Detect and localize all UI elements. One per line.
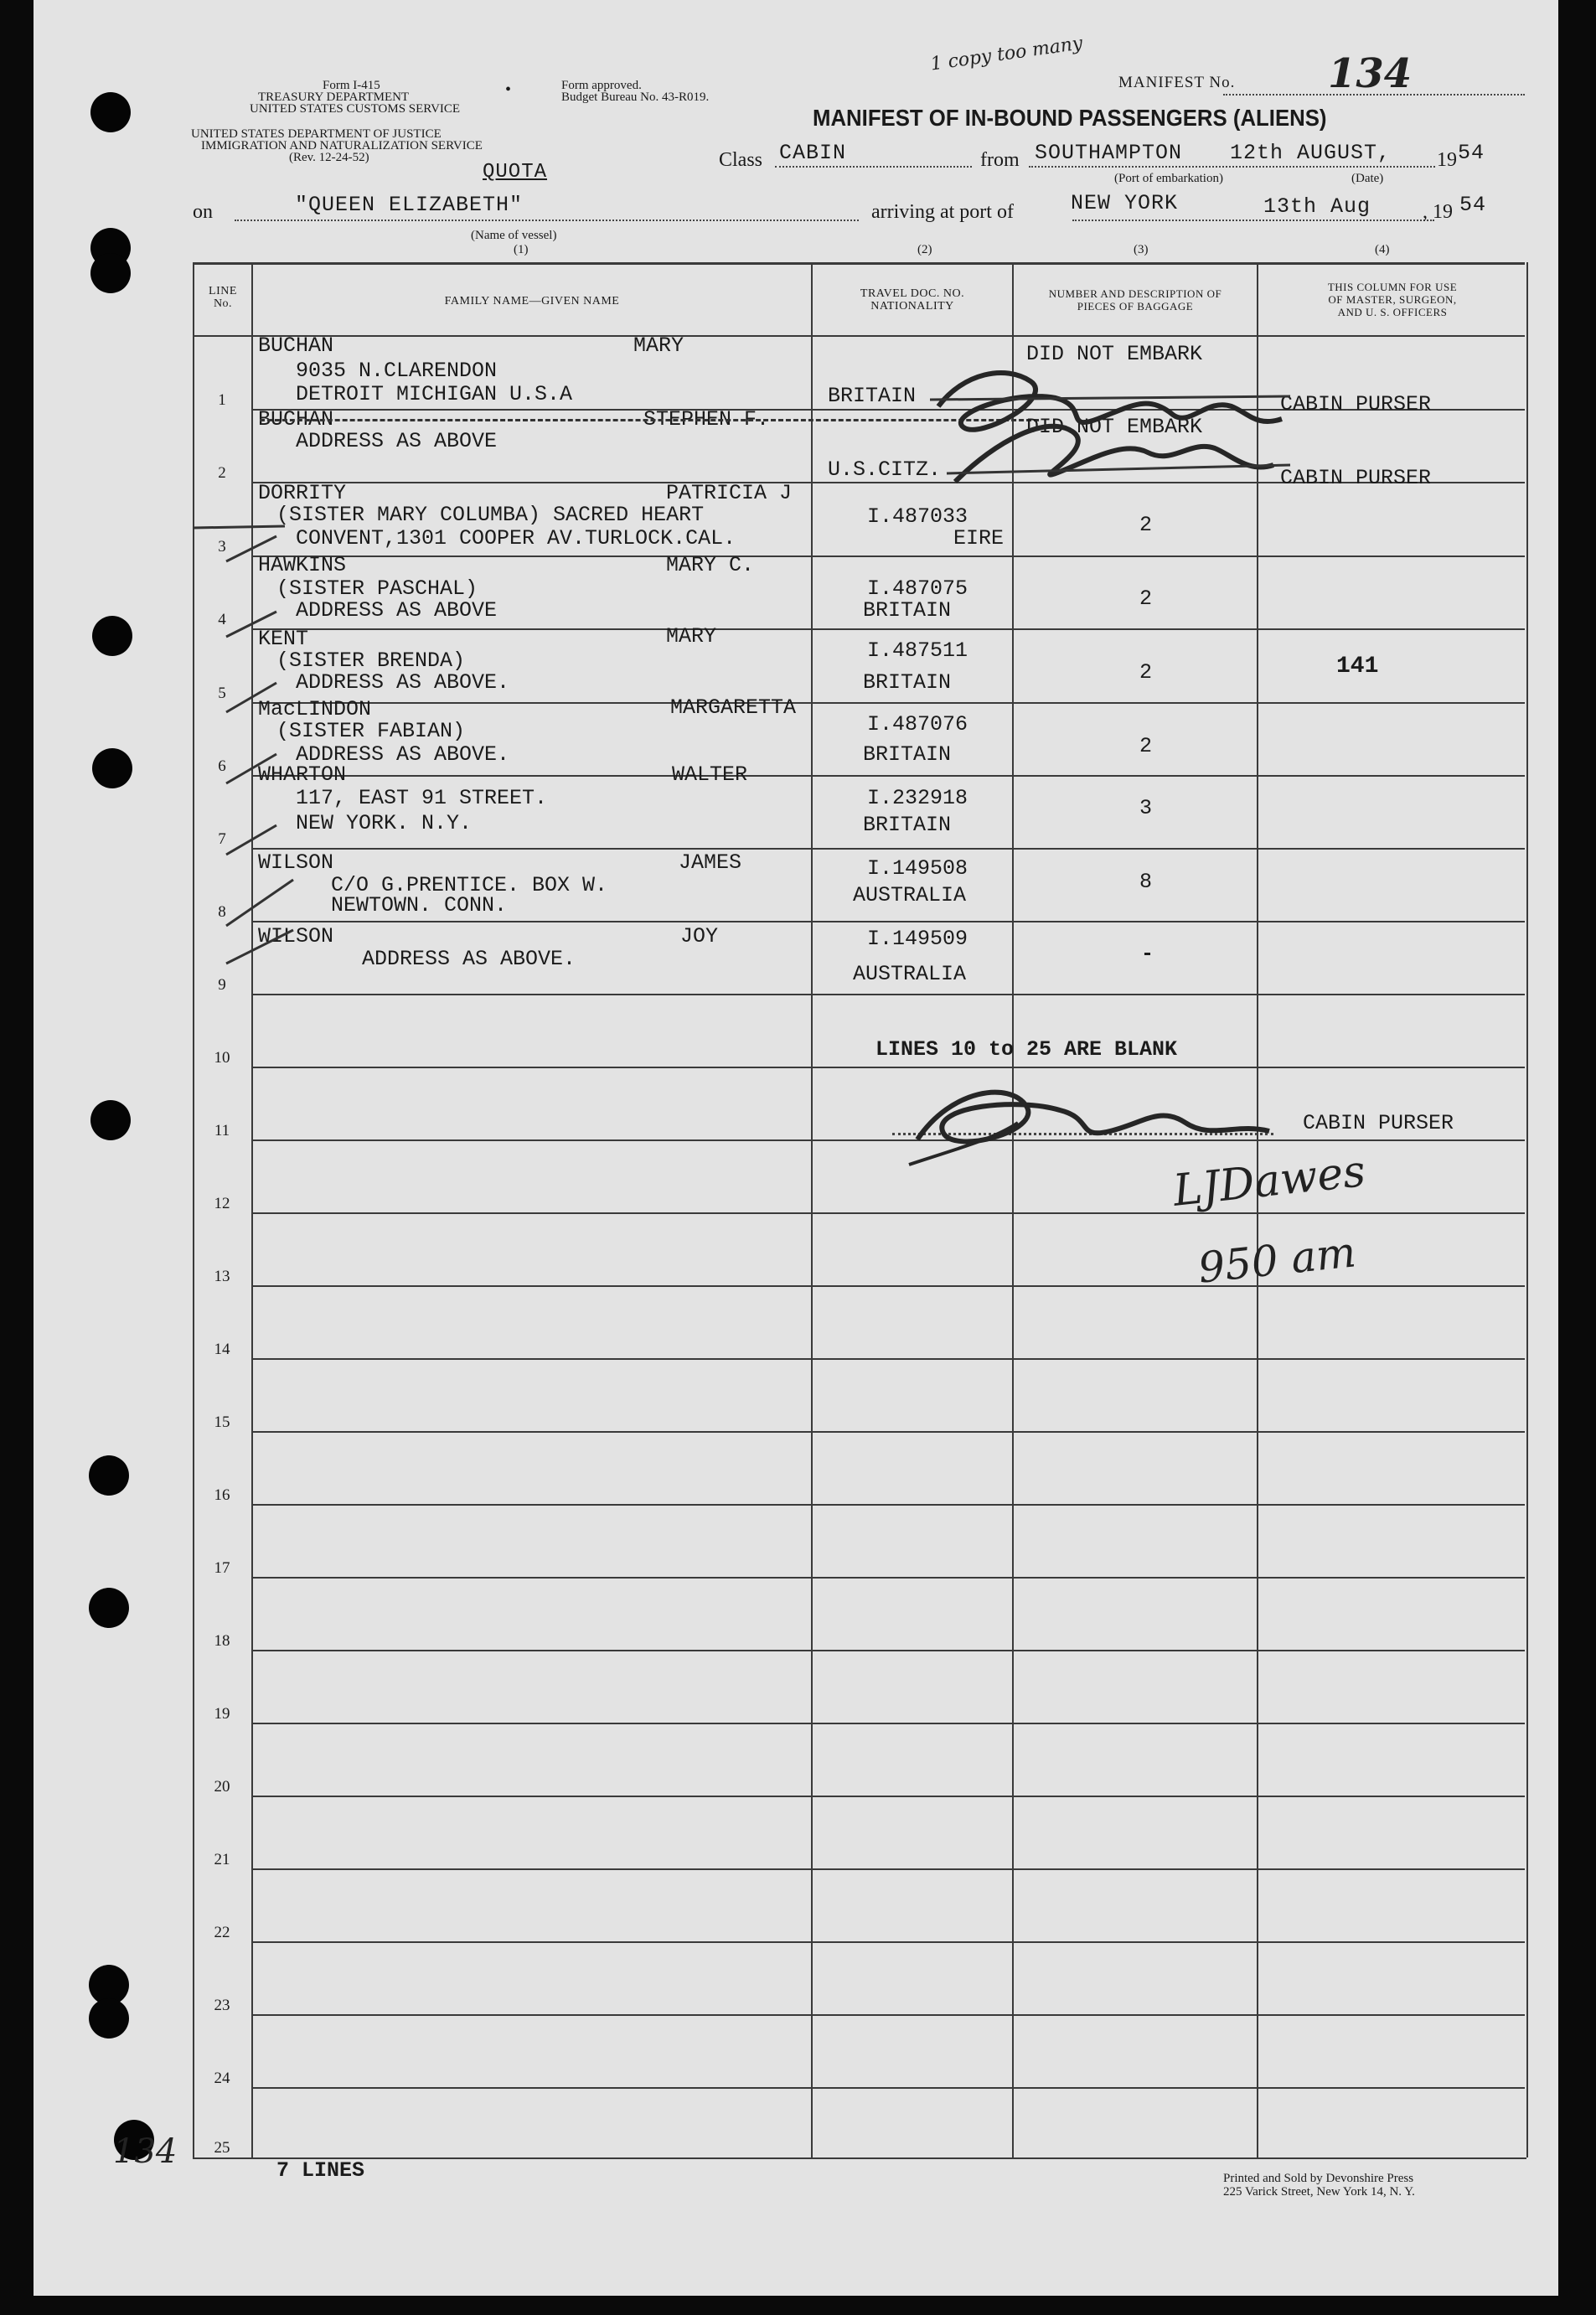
entry-6-given-name: MARGARETTA: [670, 695, 797, 720]
entry-6-family-name: MacLINDON: [258, 697, 372, 721]
port-embark-caption: (Port of embarkation): [1114, 172, 1223, 185]
total-lines: 7 LINES: [276, 2158, 365, 2183]
entry-4-given-name: MARY C.: [666, 553, 755, 577]
header-officers: THIS COLUMN FOR USE OF MASTER, SURGEON, AND U. S. OFFICERS: [1327, 281, 1458, 318]
date-caption: (Date): [1351, 172, 1384, 185]
entry-4-nationality: BRITAIN: [863, 598, 952, 623]
entry-4-address-1: (SISTER PASCHAL): [276, 576, 478, 601]
year-value: 54: [1458, 141, 1485, 165]
entry-5-doc-no: I.487511: [867, 638, 968, 663]
entry-1-address-1: 9035 N.CLARENDON: [296, 359, 498, 383]
class-line: [775, 166, 972, 168]
entry-3-address-2: CONVENT,1301 COOPER AV.TURLOCK.CAL.: [296, 526, 736, 550]
header-travel-doc: TRAVEL DOC. NO. NATIONALITY: [860, 287, 965, 313]
justice-dept: UNITED STATES DEPARTMENT OF JUSTICE: [191, 127, 442, 141]
entry-2-given-name: STEPHEN F.: [643, 407, 770, 431]
binder-hole: [89, 1588, 129, 1628]
entry-8-baggage: 8: [1139, 870, 1153, 894]
entry-6-nationality: BRITAIN: [863, 742, 952, 767]
entry-3-baggage: 2: [1139, 513, 1153, 537]
entry-9-address: ADDRESS AS ABOVE.: [362, 947, 576, 971]
entry-2-baggage: DID NOT EMBARK: [1026, 415, 1203, 439]
header-baggage: NUMBER AND DESCRIPTION OF PIECES OF BAGGAGE: [1048, 287, 1222, 313]
vessel-name: "QUEEN ELIZABETH": [295, 193, 524, 217]
line-number: 21: [214, 1851, 230, 1868]
line-number: 4: [218, 611, 226, 628]
vessel-line: [235, 220, 859, 221]
entry-5-baggage: 2: [1139, 660, 1153, 685]
binder-hole: [89, 1998, 129, 2039]
line-number: 1: [218, 391, 226, 409]
from-label: from: [980, 149, 1020, 171]
customs-service: UNITED STATES CUSTOMS SERVICE: [250, 102, 461, 116]
line-number: 10: [214, 1049, 230, 1067]
line-number: 6: [218, 757, 226, 775]
line-number: 11: [214, 1122, 230, 1139]
arrival-line: [1072, 220, 1434, 221]
arrival-year-prefix: , 19: [1423, 201, 1453, 223]
col-1-number: (1): [514, 243, 529, 256]
entry-2-family-name: BUCHAN: [258, 407, 334, 431]
vessel-caption: (Name of vessel): [471, 229, 557, 242]
line-number: 13: [214, 1268, 230, 1285]
entry-1-address-2: DETROIT MICHIGAN U.S.A: [296, 382, 573, 406]
line-number: 7: [218, 830, 226, 848]
entry-8-family-name: WILSON: [258, 850, 334, 875]
arrival-year: 54: [1459, 193, 1487, 217]
entry-7-given-name: WALTER: [672, 762, 748, 787]
line-number: 16: [214, 1486, 230, 1504]
binder-hole: [90, 253, 131, 293]
entry-9-family-name: WILSON: [258, 924, 334, 948]
entry-4-address-2: ADDRESS AS ABOVE: [296, 598, 498, 623]
line-number: 8: [218, 903, 226, 921]
entry-3-family-name: DORRITY: [258, 481, 347, 505]
purser-label: CABIN PURSER: [1303, 1111, 1454, 1135]
quota-label: QUOTA: [483, 161, 548, 183]
entry-8-address-1: C/O G.PRENTICE. BOX W.: [331, 873, 608, 897]
line-number: 14: [214, 1341, 230, 1358]
entry-8-given-name: JAMES: [679, 850, 742, 875]
header-name: FAMILY NAME—GIVEN NAME: [444, 295, 620, 307]
entry-8-address-2: NEWTOWN. CONN.: [331, 893, 508, 917]
entry-7-address-1: 117, EAST 91 STREET.: [296, 786, 548, 810]
binder-hole: [90, 1100, 131, 1140]
line-number: 22: [214, 1924, 230, 1941]
line-number: 17: [214, 1559, 230, 1577]
entry-6-address-2: ADDRESS AS ABOVE.: [296, 742, 510, 767]
arrival-port: NEW YORK: [1071, 191, 1179, 215]
form-approved: Form approved.: [561, 79, 642, 92]
entry-9-given-name: JOY: [680, 924, 719, 948]
class-label: Class: [719, 149, 763, 171]
binder-hole: [92, 748, 132, 788]
entry-7-family-name: WHARTON: [258, 762, 347, 787]
line-number: 3: [218, 538, 226, 555]
line-number: 2: [218, 464, 226, 482]
entry-7-nationality: BRITAIN: [863, 813, 952, 837]
printer-line-1: Printed and Sold by Devonshire Press: [1223, 2172, 1414, 2185]
entry-4-baggage: 2: [1139, 587, 1153, 611]
form-number: Form I-415: [323, 79, 380, 92]
entry-2-nationality: U.S.CITZ.: [828, 457, 942, 482]
entry-1-baggage: DID NOT EMBARK: [1026, 342, 1203, 366]
entry-4-doc-no: I.487075: [867, 576, 968, 601]
printer-line-2: 225 Varick Street, New York 14, N. Y.: [1223, 2185, 1415, 2199]
treasury-dept: TREASURY DEPARTMENT: [258, 90, 410, 104]
entry-3-address-1: (SISTER MARY COLUMBA) SACRED HEART: [276, 503, 705, 527]
entry-5-address-2: ADDRESS AS ABOVE.: [296, 670, 510, 695]
entry-9-nationality: AUSTRALIA: [853, 962, 967, 986]
handwritten-initials: LJDawes: [1170, 1146, 1368, 1217]
entry-7-doc-no: I.232918: [867, 786, 968, 810]
entry-6-address-1: (SISTER FABIAN): [276, 719, 466, 743]
line-number: 23: [214, 1997, 230, 2014]
entry-1-officer-note: CABIN PURSER: [1280, 392, 1432, 416]
from-line: [1029, 166, 1435, 168]
year-prefix: 19: [1437, 149, 1457, 171]
entry-9-doc-no: I.149509: [867, 927, 968, 951]
entry-5-given-name: MARY: [666, 624, 717, 649]
entry-9-baggage: -: [1141, 942, 1154, 966]
from-value: SOUTHAMPTON: [1035, 141, 1183, 165]
entry-8-nationality: AUSTRALIA: [853, 883, 967, 907]
entry-2-address: ADDRESS AS ABOVE: [296, 429, 498, 453]
line-number: 25: [214, 2139, 230, 2157]
line-number: 5: [218, 685, 226, 702]
manifest-label: MANIFEST No.: [1118, 74, 1236, 91]
purser-signature: [884, 1072, 1286, 1173]
budget-bureau: Budget Bureau No. 43-R019.: [561, 90, 710, 104]
embark-date: 12th AUGUST,: [1230, 141, 1392, 165]
entry-6-baggage: 2: [1139, 734, 1153, 758]
entry-1-nationality: BRITAIN: [828, 384, 917, 408]
blank-lines-note: LINES 10 to 25 ARE BLANK: [875, 1037, 1178, 1062]
header-line-no: LINE No.: [209, 285, 237, 310]
entry-6-doc-no: I.487076: [867, 712, 968, 736]
entry-7-baggage: 3: [1139, 796, 1153, 820]
arrival-date: 13th Aug: [1263, 194, 1371, 219]
entry-5-family-name: KENT: [258, 627, 309, 651]
line-number: 18: [214, 1632, 230, 1650]
col-3-number: (3): [1134, 243, 1149, 256]
entry-8-doc-no: I.149508: [867, 856, 968, 881]
binder-hole: [89, 1455, 129, 1496]
entry-5-nationality: BRITAIN: [863, 670, 952, 695]
margin-tick-marks: [193, 503, 318, 972]
bullet-mark: •: [505, 80, 512, 99]
entry-2-officer-note: CABIN PURSER: [1280, 466, 1432, 490]
manifest-number: 134: [1328, 50, 1413, 97]
purser-signature: [930, 348, 1299, 515]
line-number: 9: [218, 976, 226, 994]
entry-2-strike-through: [260, 419, 1039, 421]
entry-5-officer-note: 141: [1336, 654, 1379, 680]
col-4-number: (4): [1375, 243, 1390, 256]
entry-4-family-name: HAWKINS: [258, 553, 347, 577]
entry-1-family-name: BUCHAN: [258, 333, 334, 358]
entry-3-nationality: EIRE: [953, 526, 1005, 550]
binder-hole: [92, 616, 132, 656]
col-2-number: (2): [917, 243, 932, 256]
line-number: 24: [214, 2070, 230, 2087]
entry-3-doc-no: I.487033: [867, 504, 968, 529]
manifest-sheet: [34, 0, 1558, 2296]
handwritten-time: 950 am: [1196, 1227, 1359, 1293]
entry-7-address-2: NEW YORK. N.Y.: [296, 811, 473, 835]
line-number: 12: [214, 1195, 230, 1212]
entry-5-address-1: (SISTER BRENDA): [276, 649, 466, 673]
line-number: 20: [214, 1778, 230, 1796]
copy-note: 1 copy too many: [929, 33, 1084, 75]
on-label: on: [193, 201, 213, 223]
entry-3-given-name: PATRICIA J: [666, 481, 793, 505]
margin-page-note: 134: [113, 2132, 178, 2171]
arriving-label: arriving at port of: [871, 201, 1014, 223]
binder-hole: [90, 92, 131, 132]
ins-service: IMMIGRATION AND NATURALIZATION SERVICE: [201, 139, 483, 152]
manifest-title: MANIFEST OF IN-BOUND PASSENGERS (ALIENS): [813, 105, 1327, 131]
entry-1-given-name: MARY: [633, 333, 684, 358]
form-revision: (Rev. 12-24-52): [289, 151, 369, 164]
line-number: 15: [214, 1413, 230, 1431]
class-value: CABIN: [779, 141, 847, 165]
line-number: 19: [214, 1705, 230, 1723]
